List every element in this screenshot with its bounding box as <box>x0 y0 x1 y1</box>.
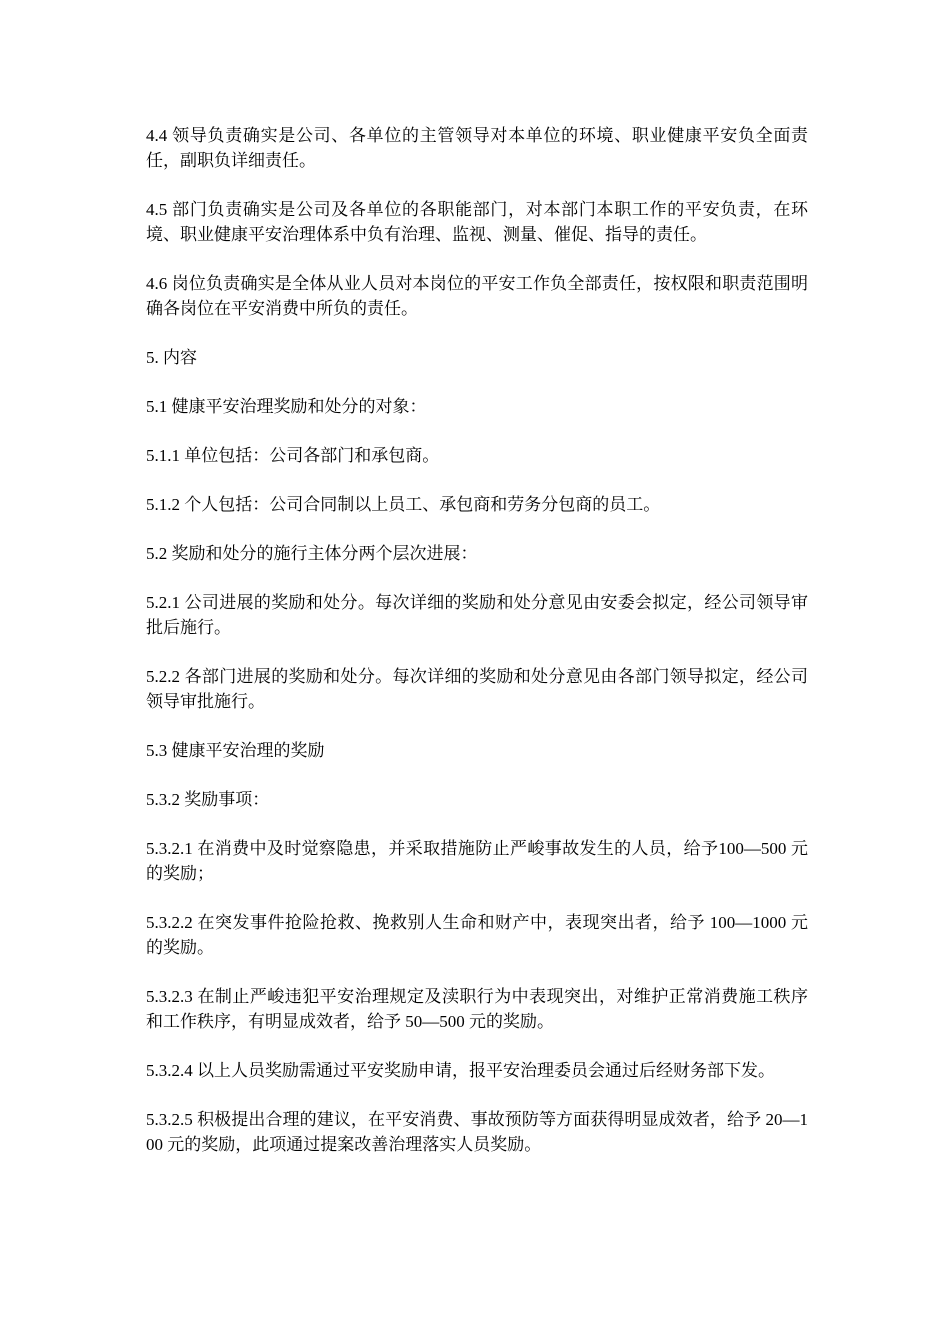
paragraph-5-2: 5.2 奖励和处分的施行主体分两个层次进展： <box>146 544 478 563</box>
paragraph-5-3-2-5: 5.3.2.5 积极提出合理的建议，在平安消费、事故预防等方面获得明显成效者，给予 20—100 元的奖励，此项通过提案改善治理落实人员奖励。 <box>146 1110 808 1154</box>
section-heading-5: 5. 内容 <box>146 348 197 367</box>
paragraph-5-1-2: 5.1.2 个人包括：公司合同制以上员工、承包商和劳务分包商的员工。 <box>146 495 661 514</box>
paragraph-5-3: 5.3 健康平安治理的奖励 <box>146 741 325 760</box>
paragraph-5-3-2-2: 5.3.2.2 在突发事件抢险抢救、挽救别人生命和财产中，表现突出者，给予 100—1000 元的奖励。 <box>146 913 808 957</box>
paragraph-4-5: 4.5 部门负责确实是公司及各单位的各职能部门，对本部门本职工作的平安负责，在环境、职业健康平安治理体系中负有治理、监视、测量、催促、指导的责任。 <box>146 200 808 244</box>
paragraph-5-1-1: 5.1.1 单位包括：公司各部门和承包商。 <box>146 446 440 465</box>
paragraph-4-6: 4.6 岗位负责确实是全体从业人员对本岗位的平安工作负全部责任，按权限和职责范围明确各岗位在平安消费中所负的责任。 <box>146 274 808 318</box>
paragraph-5-3-2-3: 5.3.2.3 在制止严峻违犯平安治理规定及渎职行为中表现突出，对维护正常消费施工秩序和工作秩序，有明显成效者，给予 50—500 元的奖励。 <box>146 987 808 1031</box>
paragraph-5-2-1: 5.2.1 公司进展的奖励和处分。每次详细的奖励和处分意见由安委会拟定，经公司领导审批后施行。 <box>146 593 808 637</box>
document-page <box>146 123 808 1181</box>
paragraph-5-2-2: 5.2.2 各部门进展的奖励和处分。每次详细的奖励和处分意见由各部门领导拟定，经公司领导审批施行。 <box>146 667 808 711</box>
paragraph-5-1: 5.1 健康平安治理奖励和处分的对象： <box>146 397 427 416</box>
paragraph-5-3-2-1: 5.3.2.1 在消费中及时觉察隐患，并采取措施防止严峻事故发生的人员，给予100—500 元的奖励； <box>146 839 808 883</box>
paragraph-5-3-2: 5.3.2 奖励事项： <box>146 790 270 809</box>
paragraph-5-3-2-4: 5.3.2.4 以上人员奖励需通过平安奖励申请，报平安治理委员会通过后经财务部下发。 <box>146 1061 775 1080</box>
paragraph-4-4: 4.4 领导负责确实是公司、各单位的主管领导对本单位的环境、职业健康平安负全面责任，副职负详细责任。 <box>146 126 808 170</box>
